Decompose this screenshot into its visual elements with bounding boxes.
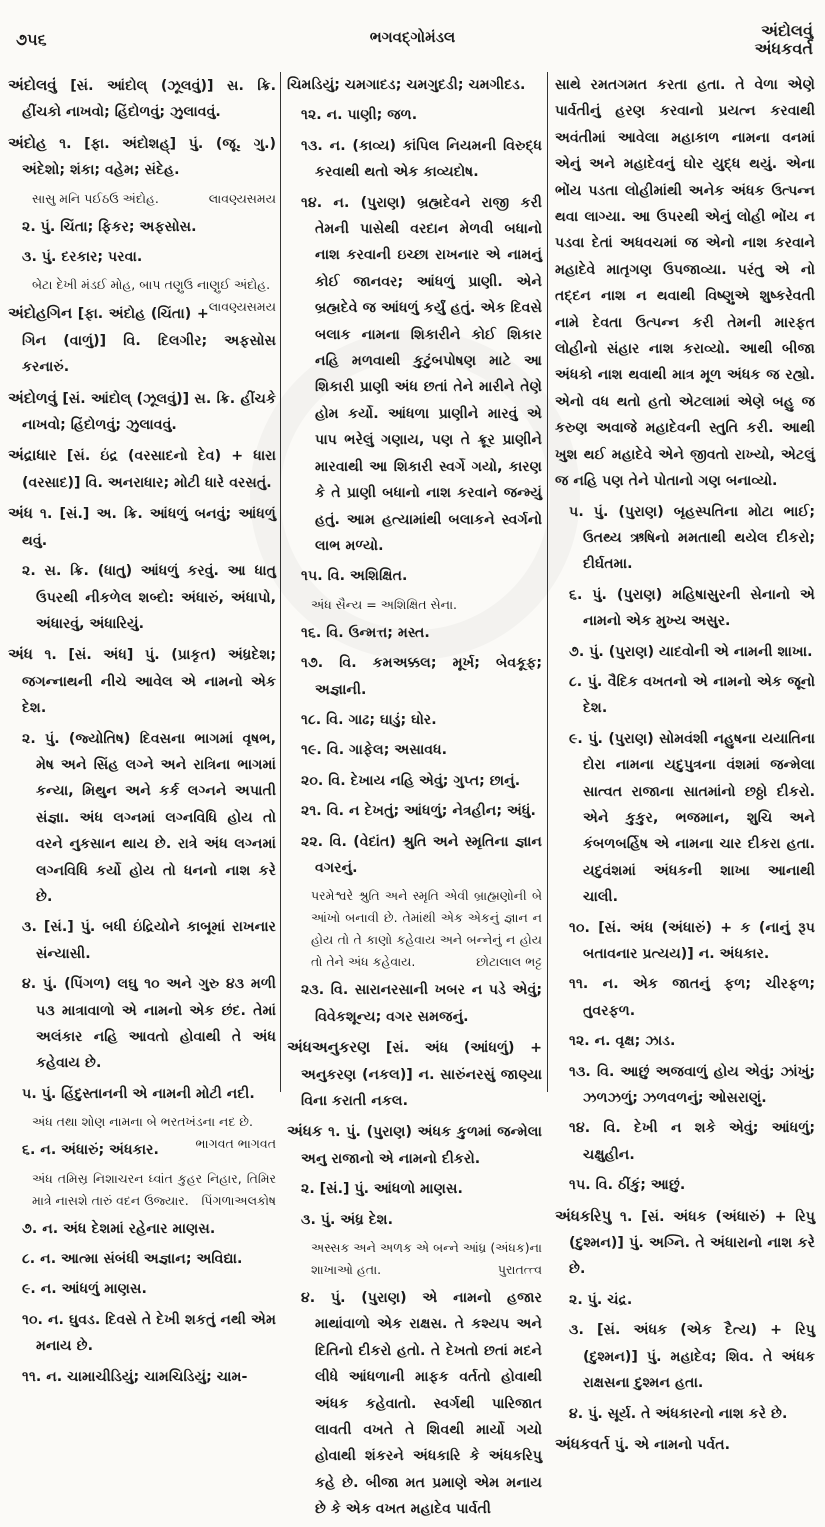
entry-text: ૧. [ફા. અંદોશહ્] પું. (જૂ. ગુ.) અંદેશો; શંકા; વહેમ; સંદેહ. bbox=[22, 135, 276, 179]
entry-text: ૧૮. વિ. ગાઢ; ઘાડું; ઘોર. bbox=[301, 711, 437, 728]
entry-sense bbox=[301, 133, 542, 186]
entry-sense bbox=[301, 798, 542, 824]
entry-sense bbox=[569, 639, 815, 665]
quote-source: લાવણ્યસમય bbox=[208, 299, 276, 315]
dictionary-entry bbox=[8, 385, 276, 439]
entry-text: [સં. આંદોલ્ (ઝૂલવું)] સ. ક્રિ. હીંચકે નાખવો; હિંદોળવું; ઝુલાવવું. bbox=[22, 390, 276, 434]
dictionary-entry bbox=[8, 72, 276, 126]
entry-sense bbox=[301, 1285, 542, 1523]
entry-sense bbox=[569, 726, 815, 911]
entry-text: ૧૦. ન. ઘુવડ. દિવસે તે દેખી શકતું નથી એમ મનાય છે. bbox=[22, 1311, 276, 1355]
entry-text: ૩. પું. દરકાર; પરવા. bbox=[22, 249, 143, 266]
entry-sense bbox=[301, 1176, 542, 1202]
entry-text: ૨. સ. ક્રિ. (ધાતુ) આંધળું કરવું. આ ધાતુ ઉપરથી નીકળેલ શબ્દો: અંધારું, અંધાપો, અંધારવું, અંધારિયું. bbox=[22, 563, 276, 632]
dictionary-entry bbox=[8, 500, 276, 554]
entry-text: સાસુ મનિ પઈઠઉ અંદોહ. bbox=[32, 190, 159, 206]
entry-text: ૨. [સં.] પું. આંધળો માણસ. bbox=[301, 1181, 463, 1198]
entry-text: ૮. ન. આત્મા સંબંધી અજ્ઞાન; અવિદ્યા. bbox=[22, 1251, 243, 1268]
entry-text: બેટા દેખી મંડઈ મોહ, બાપ તણુઉ નાણુઈ અંદોહ. bbox=[32, 277, 271, 293]
entry-text: [સં. ઇંદ્ર (વરસાદનો દેવ) + ધારા (વરસાદ)] વિ. અનરાધાર; મોટી ધારે વરસતું. bbox=[22, 448, 276, 491]
entry-text: ૧. [સં.] અ. ક્રિ. આંધળું બનવું; આંધળું થવું. bbox=[22, 506, 276, 549]
entry-sense bbox=[569, 669, 815, 722]
entry-text: પરમેશ્વરે શ્રુતિ અને સ્મૃતિ એવી બ્રાહ્મણોની બે આંખો બનાવી છે. તેમાંથી એક એકનું જ્ઞાન ન હોય તો તે કાણો કહેવાય અને બન્નેનું ન હોય તો તેને અંધ કહેવાય. bbox=[311, 888, 542, 970]
headword: અંદોલવું bbox=[8, 76, 57, 94]
entry-sense bbox=[569, 971, 815, 1024]
entry-sense bbox=[22, 971, 276, 1077]
entry-text: ૨૦. વિ. દેખાય નહિ એવું; ગુપ્ત; છાનું. bbox=[301, 772, 521, 789]
column-divider bbox=[280, 72, 281, 1092]
entry-sense bbox=[22, 1364, 276, 1390]
entry-text: ૧૦. [સં. અંધ (અંધારું) + ક (નાનું રૂપ બતાવનાર પ્રત્યય)] ન. અંધકાર. bbox=[569, 919, 815, 962]
entry-text: ૫. પું. હિંદુસ્તાનની એ નામની મોટી નદી. bbox=[22, 1085, 255, 1102]
entry-text: ચિમડિયું; ચમગાદડ; ચમગુદડી; ચમગીદડ. bbox=[287, 77, 526, 93]
entry-text: અસ્સક અને અળક એ બન્ને આંધ્ર (અંધક)ના શાખાઓ હતા. bbox=[311, 1240, 542, 1278]
entry-continuation bbox=[555, 72, 815, 495]
entry-text: ૧૫. વિ. ઠીંકું; આછું. bbox=[569, 1177, 686, 1194]
entry-sense bbox=[301, 102, 542, 128]
guide-word-last: અંધકવર્ત bbox=[754, 39, 813, 58]
entry-sense bbox=[22, 914, 276, 967]
entry-text: સાથે રમતગમત કરતા હતા. તે વેળા એણે પાર્વતીનું હરણ કરવાનો પ્રયત્ન કરવાથી અવંતીમાં આવેલા મહાકાળ નામના વનમાં એનું અને મહાદેવનું ઘોર યુદ્ધ થયું. એના ભોંય પડતા લોહીમાંથી અનેક અંધક ઉત્પન્ન થવા લાગ્યા. આ ઉપરથી એનું લોહી ભોંય ન પડવા દેતાં અધવચમાં જ એનો નાશ કરવાને મહાદેવે માતૃગણ ઉપજાવ્યા. પરંતુ એ નો તદ્દન નાશ ન થવાથી વિષ્ણુએ શુષ્કરેવતી નામે દેવતા ઉત્પન્ન કરી તેમની મારફત લોહીનો સંહાર નાશ કરાવ્યો. આથી બીજા અંધકો નાશ થવાથી માત્ર મૂળ અંધક જ રહ્યો. એનો વધ થતો હતો એટલામાં એણે બહુ જ કરુણ અવાજે મહાદેવની સ્તુતિ કરી. આથી ખુશ થઈ મહાદેવે એને જીવતો રાખ્યો, એટલું જ નહિ પણ તેને પોતાનો ગણ બનાવ્યો. bbox=[555, 77, 815, 490]
entry-text: [સં. આંદોલ્ (ઝૂલવું)] સ. ક્રિ. હીંચકો નાખવો; હિંદોળવું; ઝુલાવવું. bbox=[22, 78, 276, 121]
entry-text: ૧. પું. (પુરાણ) અંધક કુળમાં જન્મેલા અનુ રાજાનો એ નામનો દીકરો. bbox=[301, 1124, 542, 1167]
citation-quote bbox=[32, 188, 276, 210]
quote-source: પિંગળાઅલકોષ bbox=[201, 1192, 276, 1208]
page-number: ૭૫૬ bbox=[16, 30, 47, 49]
entry-sense bbox=[22, 726, 276, 911]
column-3 bbox=[555, 72, 815, 1462]
entry-text: ૩. [સં.] પું. બધી ઇંદ્રિયોને કાબૂમાં રાખનાર સંન્યાસી. bbox=[22, 919, 276, 962]
entry-sense bbox=[301, 707, 542, 733]
headword: અંદ્રાધાર bbox=[8, 446, 57, 465]
entry-text: ૧૬. વિ. ઉન્મત્ત; મસ્ત. bbox=[301, 624, 430, 641]
entry-sense bbox=[569, 582, 815, 635]
entry-text: ૧. [સં. અંધક (અંધારું) + રિપુ (દુશ્મન)] પું. અગ્નિ. તે અંધારાનો નાશ કરે છે. bbox=[569, 1208, 815, 1278]
entry-text: ૭. પું. (પુરાણ) યાદવોની એ નામની શાખા. bbox=[569, 643, 813, 660]
page-header bbox=[0, 0, 825, 70]
entry-sense bbox=[301, 768, 542, 794]
entry-text: અંધ તથા શોણ નામના બે ભરતખંડના નદ છે. bbox=[32, 1114, 253, 1130]
headword: અંધકરિપુ bbox=[555, 1206, 612, 1225]
entry-text: ૧૭. વિ. કમઅક્કલ; મૂર્ખ; બેવકૂફ; અજ્ઞાની. bbox=[301, 655, 542, 698]
entry-sense bbox=[569, 1028, 815, 1054]
entry-text: ૩. પું. અંધ્ર દેશ. bbox=[301, 1211, 393, 1228]
entry-sense bbox=[569, 1059, 815, 1112]
entry-sense bbox=[22, 1081, 276, 1107]
dictionary-entry bbox=[287, 1034, 542, 1114]
column-2 bbox=[287, 72, 542, 1527]
entry-text: ૬. પું. (પુરાણ) મહિષાસુરની સેનાનો એ નામનો એક મુખ્ય અસુર. bbox=[569, 586, 815, 630]
entry-sense bbox=[301, 829, 542, 882]
citation-quote bbox=[32, 274, 276, 315]
entry-text: ૧૨. ન. પાણી; જળ. bbox=[301, 107, 418, 124]
entry-sense bbox=[22, 558, 276, 637]
entry-text: ૧. [સં. અંધ] પું. (પ્રાકૃત) અંધ્રદેશ; જગન્નાથની નીચે આવેલ એ નામનો એક દેશ. bbox=[22, 647, 276, 717]
entry-text: ૫. પું. (પુરાણ) બૃહસ્પતિના મોટા ભાઈ; ઉતથ્ય ઋષિનો મમતાથી થયેલ દીકરો; દીર્ઘતમા. bbox=[569, 503, 815, 573]
quote-source: લાવણ્યસમય bbox=[208, 190, 276, 206]
entry-sense bbox=[569, 1401, 815, 1427]
entry-sense bbox=[569, 1317, 815, 1396]
book-title: ભગવદ્ગોમંડલ bbox=[369, 28, 456, 46]
column-divider bbox=[547, 72, 548, 1092]
entry-sense bbox=[301, 620, 542, 646]
guide-words bbox=[755, 22, 813, 58]
entry-text: અંધ સૈન્ય = અશિક્ષિત સેના. bbox=[311, 596, 457, 612]
entry-text: ૭. ન. અંધ દેશમાં રહેનાર માણસ. bbox=[22, 1220, 216, 1237]
entry-sense bbox=[301, 1207, 542, 1233]
entry-text: ૧૩. વિ. આછું અજવાળું હોય એવું; ઝાંખું; ઝળઝળું; ઝળવળનું; ઓસરાણું. bbox=[569, 1063, 815, 1107]
entry-sense bbox=[569, 1287, 815, 1313]
entry-text: ૪. પું. (પિંગળ) લઘુ ૧૦ અને ગુરુ ૪૩ મળી ૫૩ માત્રાવાળો એ નામનો એક છંદ. તેમાં અલંકાર નહિ આવતો હોવાથી તે અંધ કહેવાય છે. bbox=[22, 976, 276, 1072]
quote-source: પુરાતત્ત્વ bbox=[497, 1262, 542, 1278]
entry-text: ૨. પું. (જ્યોતિષ) દિવસના ભાગમાં વૃષભ, મેષ અને સિંહ લગ્ને અને રાત્રિના ભાગમાં કન્યા, મિથુન અને કર્ક લગ્નને અપાતી સંજ્ઞા. અંધ લગ્નમાં લગ્નવિધિ હોય તો વરને નુકસાન થાય છે. રાત્રે અંધ લગ્નમાં લગ્નવિધિ કર્યો હોય તો ધનનો નાશ કરે છે. bbox=[22, 730, 276, 905]
entry-sense bbox=[301, 190, 542, 560]
citation-quote bbox=[311, 594, 542, 616]
entry-sense bbox=[301, 563, 542, 589]
entry-sense bbox=[569, 915, 815, 968]
dictionary-entry bbox=[8, 442, 276, 496]
entry-text: પું. એ નામનો પર્વત. bbox=[609, 1436, 731, 1453]
entry-text: ૪. પું. (પુરાણ) એ નામનો હજાર માથાંવાળો એક રાક્ષસ. તે કશ્યપ અને દિતિનો દીકરો હતો. તે દેખતો છતાં મદને લીધે આંધળાની માફક વર્તતો હોવાથી અંધક કહેવાતો. સ્વર્ગથી પારિજાત લાવતી વખતે તે શિવથી માર્યો ગયો હોવાથી શંકરને અંધકારિ કે અંધકરિપુ કહે છે. બીજા મત પ્રમાણે એમ મનાય છે કે એક વખત મહાદેવ પાર્વતી bbox=[301, 1290, 542, 1518]
dictionary-entry bbox=[555, 1203, 815, 1283]
entry-sense bbox=[301, 977, 542, 1030]
entry-sense bbox=[301, 650, 542, 703]
citation-quote bbox=[311, 885, 542, 973]
entry-sense bbox=[22, 1307, 276, 1360]
entry-text: ૧૪. વિ. દેખી ન શકે એવું; આંધળું; ચક્ષુહીન. bbox=[569, 1120, 815, 1163]
entry-sense bbox=[22, 244, 276, 270]
entry-text: ૨. પું. ચંદ્ર. bbox=[569, 1291, 633, 1308]
entry-text: ૪. પું. સૂર્ય. તે અંધકારનો નાશ કરે છે. bbox=[569, 1405, 788, 1422]
quote-source: ભાગવત ભાગવત bbox=[195, 1136, 276, 1152]
headword: અંદોહ bbox=[8, 133, 47, 152]
entry-text: ૯. ન. આંધળું માણસ. bbox=[22, 1281, 147, 1298]
entry-sense bbox=[22, 1216, 276, 1242]
dictionary-entry bbox=[8, 130, 276, 184]
entry-text: ૧૧. ન. એક જાતનું ફળ; ચીરફળ; તુવરફળ. bbox=[569, 976, 815, 1019]
entry-sense bbox=[569, 499, 815, 578]
headword: અંધ bbox=[8, 645, 33, 664]
entry-sense bbox=[569, 1115, 815, 1168]
entry-text: ૨૩. વિ. સારાનરસાની ખબર ન પડે એવું; વિવેકશૂન્ય; વગર સમજનું. bbox=[301, 982, 542, 1025]
headword: અંધકવર્ત bbox=[555, 1434, 610, 1453]
entry-text: ૬. ન. અંધારું; અંધકાર. bbox=[22, 1142, 159, 1159]
entry-text: ૮. પું. વૈદિક વખતનો એ નામનો એક જૂનો દેશ. bbox=[569, 673, 815, 717]
entry-text: ૯. પું. (પુરાણ) સોમવંશી નહુષના યયાતિના દોરા નામના યદુપુત્રના વંશમાં જન્મેલા સાત્વત રાજાના સાતમાંનો છઠ્ઠો દીકરો. એને કુકુર, ભજમાન, શુચિ અને કંબળબર્હિષ એ નામના ચાર દીકરા હતા. યદુવંશમાં અંધકની શાખા આનાથી ચાલી. bbox=[569, 730, 815, 906]
entry-sense bbox=[22, 1276, 276, 1302]
dictionary-entry bbox=[287, 1118, 542, 1172]
entry-text: [ફા. અંદોહ (ચિંતા) + ગિન (વાળું)] વિ. દિલગીર; અફસોસ કરનારું. bbox=[22, 306, 276, 376]
entry-sense bbox=[569, 1172, 815, 1198]
headword: અંદોળવું bbox=[8, 388, 58, 407]
entry-text: ૨૧. વિ. ન દેખતું; આંધળું; નેત્રહીન; અંધું. bbox=[301, 803, 536, 820]
entry-text: ૨૨. વિ. (વેદાંત) શ્રુતિ અને સ્મૃતિના જ્ઞાન વગરનું. bbox=[301, 833, 542, 876]
entry-text: ૧૩. ન. (કાવ્ય) કાંપિલ નિયમની વિરુદ્ધ કરવાથી થતો એક કાવ્યદોષ. bbox=[301, 137, 542, 181]
entry-text: [સં. અંધ (આંધળું) + અનુકરણ (નકલ)] ન. સારુંનરસું જાણ્યા વિના કરાતી નકલ. bbox=[301, 1040, 542, 1109]
entry-text: ૨. પું. ચિંતા; ફિકર; અફસોસ. bbox=[22, 218, 197, 235]
entry-sense bbox=[22, 214, 276, 240]
entry-text: ૧૨. ન. વૃક્ષ; ઝાડ. bbox=[569, 1033, 676, 1050]
entry-text: ૧૪. ન. (પુરાણ) બ્રહ્મદેવને રાજી કરી તેમની પાસેથી વરદાન મેળવી બધાનો નાશ કરવાની ઇચ્છા રાખનાર એ નામનું કોઈ જાનવર; આંધળું પ્રાણી. એને બ્રહ્મદેવે જ આંધળું કર્યું હતું. એક દિવસે બલાક નામના શિકારીને કોઈ શિકાર નહિ મળવાથી કુટુંબપોષણ માટે આ શિકારી પ્રાણી અંધ છતાં તેને મારીને તેણે હોમ કર્યો. આંધળા પ્રાણીને મારવું એ પાપ ભરેલું ગણાય, પણ તે ક્રૂર પ્રાણીને મારવાથી આ શિકારી સ્વર્ગે ગયો, કારણ કે તે પ્રાણી બધાનો નાશ કરવાને જન્મ્યું હતું. આમ હત્યામાંથી બલાકને સ્વર્ગનો લાભ મળ્યો. bbox=[301, 194, 542, 554]
column-1 bbox=[8, 72, 276, 1394]
entry-continuation bbox=[287, 72, 542, 98]
headword: અંધ bbox=[8, 504, 33, 523]
entry-text: ૩. [સં. અંધક (એક દૈત્ય) + રિપુ (દુશ્મન)] પું. મહાદેવ; શિવ. તે અંધક રાક્ષસના દુશ્મન હતા. bbox=[569, 1322, 815, 1392]
entry-text: ૧૫. વિ. અશિક્ષિત. bbox=[301, 568, 408, 585]
headword: અંધઅનુકરણ bbox=[287, 1038, 371, 1057]
entry-text: ૧૧. ન. ચામાચીડિયું; ચામચિડિયું; ચામ- bbox=[22, 1368, 248, 1385]
citation-quote bbox=[32, 1168, 276, 1212]
entry-sense bbox=[22, 1246, 276, 1272]
dictionary-entry bbox=[8, 641, 276, 721]
entry-text: ૧૯. વિ. ગાફેલ; અસાવધ. bbox=[301, 742, 448, 759]
citation-quote bbox=[311, 1237, 542, 1281]
dictionary-entry bbox=[555, 1431, 815, 1458]
entry-sense bbox=[301, 737, 542, 763]
entry-text: અંધ તમિસ્ર નિશાચરન ધ્વાંત કુહર નિહાર, તિમિર માત્રે નાસશે તારું વદન ઉજ્યાર. bbox=[32, 1170, 276, 1208]
headword: અંધક bbox=[287, 1122, 323, 1141]
headword: અંદોહગિન bbox=[8, 304, 73, 323]
guide-word-first: અંદોલવું bbox=[761, 21, 813, 40]
quote-source: છોટાલાલ ભટ્ટ bbox=[476, 954, 542, 970]
